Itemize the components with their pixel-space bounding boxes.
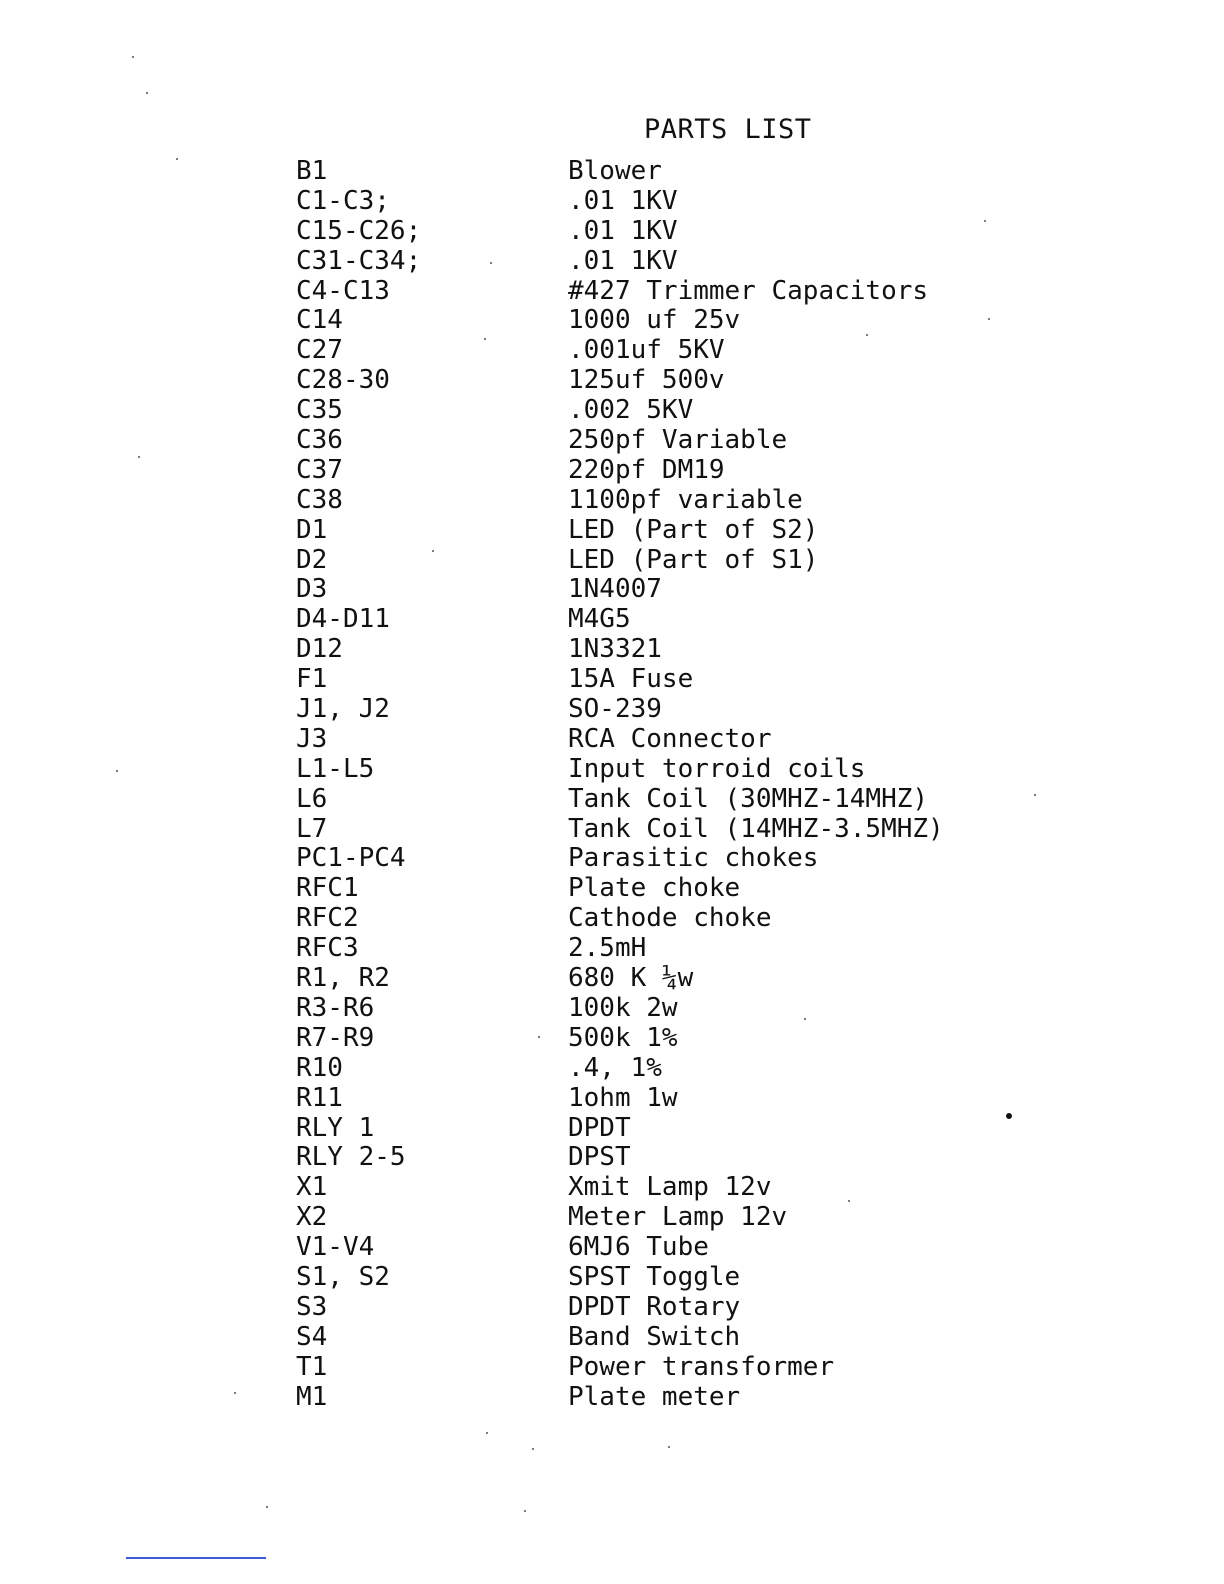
part-reference: RLY 2-5 — [296, 1142, 406, 1173]
part-description: Band Switch — [568, 1321, 741, 1352]
part-description: .01 1KV — [568, 185, 678, 216]
part-reference: D1 — [296, 514, 328, 545]
table-row — [296, 1113, 976, 1143]
scan-speck — [266, 1506, 268, 1508]
table-row — [296, 1322, 976, 1352]
part-description: Tank Coil (30MHZ-14MHZ) — [568, 783, 929, 814]
part-reference: L6 — [296, 783, 328, 814]
part-reference: RFC1 — [296, 873, 359, 904]
part-description: 500k 1% — [568, 1022, 678, 1053]
table-row — [296, 963, 976, 993]
scan-speck — [866, 334, 868, 336]
part-description: SO-239 — [568, 694, 662, 725]
part-reference: C28-30 — [296, 365, 390, 396]
scan-speck — [848, 1200, 850, 1202]
parts-list — [296, 156, 976, 1411]
scan-speck — [132, 56, 134, 58]
part-description: Plate choke — [568, 873, 741, 904]
table-row — [296, 156, 976, 186]
table-row — [296, 1083, 976, 1113]
part-description: .001uf 5KV — [568, 335, 725, 366]
scan-speck — [532, 1448, 534, 1450]
part-reference: C36 — [296, 425, 343, 456]
table-row — [296, 515, 976, 545]
part-description: 1N3321 — [568, 634, 662, 665]
part-reference: S4 — [296, 1321, 328, 1352]
part-description: Power transformer — [568, 1351, 835, 1382]
table-row — [296, 1232, 976, 1262]
scan-speck — [176, 158, 178, 160]
table-row — [296, 395, 976, 425]
table-row — [296, 545, 976, 575]
part-reference: C14 — [296, 305, 343, 336]
part-description: Parasitic chokes — [568, 843, 819, 874]
part-description: 1ohm 1w — [568, 1082, 678, 1113]
part-reference: S3 — [296, 1291, 328, 1322]
scan-speck — [146, 92, 148, 94]
part-description: LED (Part of S1) — [568, 544, 819, 575]
part-reference: T1 — [296, 1351, 328, 1382]
footer-rule — [126, 1557, 266, 1559]
table-row — [296, 186, 976, 216]
table-row — [296, 604, 976, 634]
table-row — [296, 873, 976, 903]
part-reference: RFC3 — [296, 933, 359, 964]
scan-speck — [138, 456, 140, 458]
part-reference: D3 — [296, 574, 328, 605]
part-reference: R7-R9 — [296, 1022, 375, 1053]
scan-speck — [234, 1392, 236, 1394]
part-reference: D2 — [296, 544, 328, 575]
table-row — [296, 634, 976, 664]
part-description: 15A Fuse — [568, 664, 694, 695]
table-row — [296, 1262, 976, 1292]
table-row — [296, 664, 976, 694]
part-reference: PC1-PC4 — [296, 843, 406, 874]
table-row — [296, 216, 976, 246]
scan-speck — [988, 318, 990, 320]
table-row — [296, 276, 976, 306]
scan-speck — [116, 770, 118, 772]
table-row — [296, 1382, 976, 1412]
part-reference: R1, R2 — [296, 963, 390, 994]
scan-speck — [432, 550, 434, 552]
table-row — [296, 425, 976, 455]
part-description: 125uf 500v — [568, 365, 725, 396]
part-description: .4, 1% — [568, 1052, 662, 1083]
part-reference: R10 — [296, 1052, 343, 1083]
table-row — [296, 993, 976, 1023]
part-description: SPST Toggle — [568, 1261, 741, 1292]
part-description: Meter Lamp 12v — [568, 1202, 788, 1233]
table-row — [296, 724, 976, 754]
part-description: 1N4007 — [568, 574, 662, 605]
part-reference: C27 — [296, 335, 343, 366]
table-row — [296, 694, 976, 724]
part-reference: C15-C26; — [296, 215, 422, 246]
table-row — [296, 1172, 976, 1202]
part-reference: M1 — [296, 1381, 328, 1412]
part-reference: C37 — [296, 454, 343, 485]
part-reference: C1-C3; — [296, 185, 390, 216]
table-row — [296, 1053, 976, 1083]
part-description: Xmit Lamp 12v — [568, 1172, 772, 1203]
part-description: 250pf Variable — [568, 425, 788, 456]
scan-speck — [538, 1036, 540, 1038]
part-reference: F1 — [296, 664, 328, 695]
table-row — [296, 365, 976, 395]
scan-speck — [486, 1432, 488, 1434]
part-reference: J1, J2 — [296, 694, 390, 725]
part-reference: L7 — [296, 813, 328, 844]
table-row — [296, 784, 976, 814]
part-reference: V1-V4 — [296, 1232, 375, 1263]
part-reference: S1, S2 — [296, 1261, 390, 1292]
scan-speck — [490, 262, 492, 264]
scan-speck — [984, 220, 986, 222]
part-reference: RFC2 — [296, 903, 359, 934]
table-row — [296, 903, 976, 933]
part-reference: D4-D11 — [296, 604, 390, 635]
part-description: 220pf DM19 — [568, 454, 725, 485]
part-description: 100k 2w — [568, 992, 678, 1023]
part-description: Cathode choke — [568, 903, 772, 934]
page-title: PARTS LIST — [644, 114, 812, 145]
table-row — [296, 574, 976, 604]
table-row — [296, 246, 976, 276]
table-row — [296, 814, 976, 844]
part-reference: RLY 1 — [296, 1112, 375, 1143]
part-description: Blower — [568, 156, 662, 186]
part-description: LED (Part of S2) — [568, 514, 819, 545]
part-reference: B1 — [296, 156, 328, 186]
scan-speck — [484, 338, 486, 340]
part-reference: C31-C34; — [296, 245, 422, 276]
table-row — [296, 335, 976, 365]
part-reference: J3 — [296, 723, 328, 754]
table-row — [296, 455, 976, 485]
table-row — [296, 843, 976, 873]
scan-speck — [668, 1446, 670, 1448]
part-reference: R3-R6 — [296, 992, 375, 1023]
part-description: 680 K ¼w — [568, 963, 694, 994]
part-description: 6MJ6 Tube — [568, 1232, 709, 1263]
part-reference: X1 — [296, 1172, 328, 1203]
table-row — [296, 933, 976, 963]
part-reference: C38 — [296, 484, 343, 515]
part-description: M4G5 — [568, 604, 631, 635]
table-row — [296, 1023, 976, 1053]
part-description: Tank Coil (14MHZ-3.5MHZ) — [568, 813, 944, 844]
part-description: 1000 uf 25v — [568, 305, 741, 336]
scan-speck — [804, 1018, 806, 1020]
part-reference: C4-C13 — [296, 275, 390, 306]
scan-speck — [524, 1510, 526, 1512]
table-row — [296, 1292, 976, 1322]
part-reference: L1-L5 — [296, 753, 375, 784]
table-row — [296, 754, 976, 784]
part-reference: D12 — [296, 634, 343, 665]
part-description: 2.5mH — [568, 933, 647, 964]
part-description: Input torroid coils — [568, 753, 866, 784]
scan-dot — [1006, 1113, 1012, 1119]
part-description: 1100pf variable — [568, 484, 803, 515]
scan-speck — [1034, 794, 1036, 796]
part-description: DPST — [568, 1142, 631, 1173]
table-row — [296, 305, 976, 335]
part-description: #427 Trimmer Capacitors — [568, 275, 929, 306]
part-description: .01 1KV — [568, 215, 678, 246]
part-reference: C35 — [296, 395, 343, 426]
part-description: DPDT Rotary — [568, 1291, 741, 1322]
table-row — [296, 1142, 976, 1172]
part-description: DPDT — [568, 1112, 631, 1143]
part-reference: X2 — [296, 1202, 328, 1233]
table-row — [296, 1202, 976, 1232]
table-row — [296, 1352, 976, 1382]
part-description: .002 5KV — [568, 395, 694, 426]
part-description: RCA Connector — [568, 723, 772, 754]
table-row — [296, 485, 976, 515]
part-description: .01 1KV — [568, 245, 678, 276]
part-reference: R11 — [296, 1082, 343, 1113]
part-description: Plate meter — [568, 1381, 741, 1412]
